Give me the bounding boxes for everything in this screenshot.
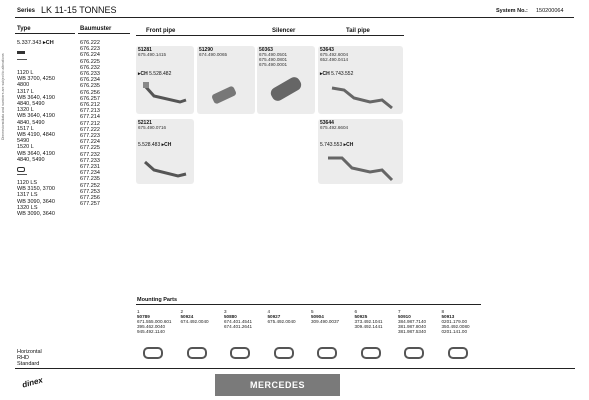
model-item: 676.212: [80, 102, 100, 109]
type-item: WB 3700, 4250: [17, 76, 55, 83]
model-item: 677.223: [80, 133, 100, 140]
inline-code-tail-2: 5.743.553 ▸CH: [320, 142, 354, 148]
mounting-index: 8: [441, 309, 445, 314]
part-number: 50363: [259, 47, 273, 53]
mounting-code: 945.492.1140: [137, 329, 165, 334]
part-number: 53644: [320, 120, 334, 126]
mounting-index: 3: [224, 309, 227, 314]
mounting-item[interactable]: [268, 309, 308, 364]
model-item: 677.212: [80, 120, 100, 127]
front-pipe-header: Front pipe: [146, 28, 176, 34]
model-item: 677.256: [80, 195, 100, 202]
tail-pipe-drawing-2: [326, 150, 396, 182]
model-item: 677.222: [80, 126, 100, 133]
mounting-rule: [136, 304, 481, 305]
mounting-part-icon: [404, 347, 424, 359]
model-item: 677.252: [80, 182, 100, 189]
small-part-icon: [17, 167, 25, 172]
series-title: LK 11-15 TONNES: [41, 5, 117, 15]
mounting-number: 50789: [137, 314, 150, 319]
type-item: WB 3640, 4190: [17, 150, 55, 157]
header-rule: [15, 17, 574, 18]
model-item: 676.257: [80, 95, 100, 102]
inline-code-value: 5.528.482: [149, 71, 172, 77]
mounting-part-icon: [230, 347, 250, 359]
part-code: 675.490.0501: [259, 52, 288, 57]
silencer-drawing: [264, 78, 308, 108]
type-item: 1120 LS: [17, 180, 38, 186]
part-code: 675.492.6604: [320, 125, 349, 130]
mounting-number: 50924: [180, 314, 194, 319]
mounting-code: 350.492.0080: [441, 324, 470, 329]
type-item: 1317 LS: [17, 192, 38, 199]
line-icon: [17, 174, 27, 175]
mounting-number: 50910: [398, 314, 411, 319]
mounting-index: 7: [398, 309, 401, 314]
part-code: 675.490.0801: [259, 57, 288, 62]
model-item: 677.214: [80, 114, 100, 121]
mounting-number: 50913: [441, 314, 455, 319]
model-item: 676.235: [80, 83, 100, 90]
tail-pipe-drawing: [330, 82, 394, 110]
mounting-part-icon: [317, 347, 337, 359]
model-item: 677.257: [80, 201, 100, 208]
mounting-part-icon: [361, 347, 381, 359]
part-code: 652.490.0414: [320, 57, 349, 62]
brand-banner: MERCEDES: [215, 374, 340, 396]
model-header-rule: [78, 33, 130, 34]
type-header: Type: [17, 26, 31, 32]
model-item: 677.224: [80, 139, 100, 146]
part-number: 53643: [320, 47, 334, 53]
type-item: WB 4190, 4840: [17, 132, 55, 139]
model-item: 677.253: [80, 188, 100, 195]
note-horizontal: Horizontal: [17, 349, 42, 355]
mounting-index: 4: [267, 309, 271, 314]
type-item: 4840, 5490: [17, 101, 45, 108]
inline-code-value: 5.743.553: [320, 142, 343, 148]
mounting-code: 671.555.000.601: [137, 319, 172, 324]
inline-code-front-2: 5.528.483 ▸CH: [138, 142, 172, 148]
type-top-code-value: 5.337.343: [17, 40, 42, 46]
mounting-item[interactable]: [181, 309, 221, 364]
pipe-drawing: [210, 86, 240, 108]
mounting-code: 674.492.0040: [180, 319, 209, 324]
mounting-part-icon: [187, 347, 207, 359]
model-list: [80, 40, 100, 207]
mounting-index: 5: [311, 309, 314, 314]
mounting-item[interactable]: [442, 309, 482, 364]
horizontal-icon: [17, 51, 25, 54]
mounting-number: 50904: [311, 314, 324, 319]
model-item: 677.232: [80, 151, 100, 158]
note-rhd: RHD: [17, 355, 29, 362]
mounting-item[interactable]: [137, 309, 177, 364]
type-item: WB 3150, 3700: [17, 186, 55, 193]
type-item: 1517 L: [17, 125, 34, 132]
type-item: WB 3090, 3640: [17, 211, 55, 218]
part-code: 675.490.0716: [138, 125, 167, 130]
inline-code-value: 5.743.552: [331, 71, 354, 77]
mounting-title: Mounting Parts: [137, 297, 178, 303]
mounting-code: 674.401.2641: [224, 324, 253, 329]
type-item: 1520 L: [17, 144, 34, 151]
mounting-index: 1: [137, 309, 140, 314]
type-list: [17, 70, 55, 163]
part-number: 52121: [138, 120, 152, 126]
model-header: Baumuster: [80, 26, 112, 32]
system-label: System No.:: [496, 8, 528, 14]
model-item: 676.232: [80, 64, 100, 71]
side-disclaimer: Dimensions/data and numbers are subject to alterations: [1, 53, 5, 140]
mounting-index: 6: [354, 309, 358, 314]
model-item: 677.234: [80, 170, 100, 177]
line-icon: [17, 59, 27, 60]
model-item: 676.222: [80, 40, 100, 46]
silencer-header: Silencer: [272, 28, 296, 34]
mounting-item[interactable]: [224, 309, 264, 364]
mounting-item[interactable]: [311, 309, 351, 364]
model-item: 676.234: [80, 77, 100, 84]
mounting-part-icon: [448, 347, 468, 359]
notes: [17, 349, 42, 368]
part-number: 51281: [138, 47, 152, 53]
type-list-ls: [17, 180, 55, 217]
type-header-rule: [15, 33, 75, 34]
model-item: 677.231: [80, 164, 100, 171]
system-number: 150200064: [536, 8, 564, 14]
part-codes: [259, 52, 287, 67]
model-item: 677.235: [80, 176, 100, 183]
mounting-code: 373.492.1041: [354, 319, 383, 324]
model-item: 676.224: [80, 52, 100, 59]
mounting-number: 50880: [224, 314, 237, 319]
mounting-code: 309.492.1441: [354, 324, 383, 329]
part-number: 51290: [199, 47, 213, 53]
type-item: 1120 L: [17, 70, 34, 76]
mounting-item[interactable]: [398, 309, 438, 364]
part-code: 675.490.0001: [259, 62, 288, 67]
part-code: 675.490.1415: [138, 52, 167, 57]
note-standard: Standard: [17, 361, 40, 368]
type-item: 1320 LS: [17, 204, 38, 211]
mounting-code: 0201.179.00: [441, 319, 468, 324]
type-item: 1317 L: [17, 88, 34, 95]
part-code: 675.492.6004: [320, 52, 349, 57]
inline-code-front-1: ▸CH 5.528.482: [138, 71, 172, 77]
type-item: 5490: [17, 138, 30, 145]
type-item: 4840, 5490: [17, 119, 45, 126]
mounting-number: 50927: [267, 314, 281, 319]
mounting-index: 2: [180, 309, 184, 314]
parts-header-rule: [136, 35, 404, 36]
part-code: 674.490.0065: [199, 52, 228, 57]
mounting-code: 675.492.0040: [267, 319, 296, 324]
mounting-code: 309.490.0037: [311, 319, 340, 324]
type-item: WB 3640, 4190: [17, 113, 55, 120]
mounting-code: 674.401.4541: [224, 319, 253, 324]
inline-code-tail-1: ▸CH 5.743.552: [320, 71, 354, 77]
front-pipe-drawing: [142, 82, 188, 108]
type-item: 4800: [17, 82, 30, 89]
mounting-part-icon: [274, 347, 294, 359]
mounting-number: 50925: [354, 314, 368, 319]
mounting-code: 381.987.8040: [398, 324, 427, 329]
series-label: Series: [17, 8, 36, 14]
model-item: 676.256: [80, 89, 100, 96]
model-item: 676.223: [80, 46, 100, 53]
tail-pipe-header: Tail pipe: [346, 28, 370, 34]
mounting-code: 384.987.7140: [398, 319, 427, 324]
type-top-code: 5.337.343 ▸CH: [17, 40, 54, 46]
type-item: 1320 L: [17, 107, 34, 114]
model-item: 677.233: [80, 157, 100, 164]
mounting-part-icon: [143, 347, 163, 359]
model-item: 677.213: [80, 108, 100, 115]
type-item: WB 3640, 4190: [17, 94, 55, 101]
type-item: 4840, 5490: [17, 156, 45, 163]
mounting-code: 395.462.0040: [137, 324, 166, 329]
model-item: 676.225: [80, 58, 100, 65]
mounting-code: 381.987.5340: [398, 329, 427, 334]
part-codes: [320, 52, 348, 62]
model-item: 677.225: [80, 145, 100, 152]
inline-code-value: 5.528.483: [138, 142, 161, 148]
mounting-code: 0201.141.00: [441, 329, 468, 334]
dinex-logo: dinex: [21, 375, 44, 390]
front-pipe-drawing-2: [142, 158, 188, 182]
mounting-item[interactable]: [355, 309, 395, 364]
type-item: WB 3090, 3640: [17, 198, 55, 205]
model-item: 676.233: [80, 71, 100, 78]
footer-rule: [15, 368, 575, 369]
